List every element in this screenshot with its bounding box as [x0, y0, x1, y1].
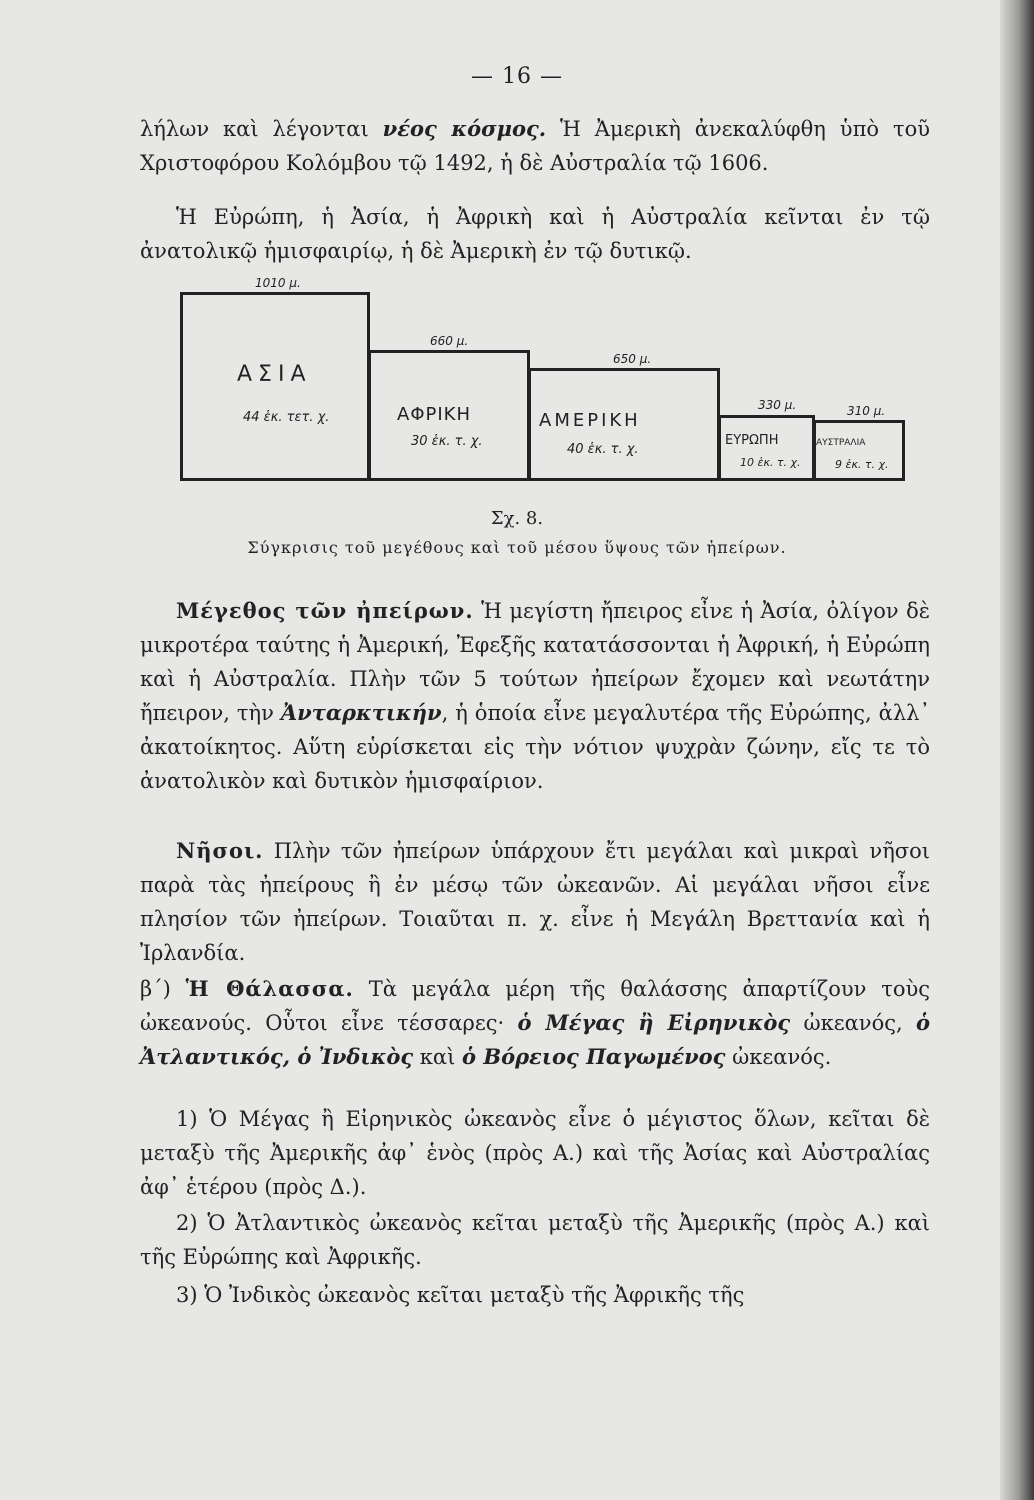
section-size-heading: Μέγεθος τῶν ἠπείρων.	[176, 598, 474, 623]
europe-area: 10 ἑκ. τ. χ.	[740, 456, 801, 469]
figure-caption: Σύγκρισις τοῦ μεγέθους καὶ τοῦ μέσου ὕψους τῶν ἠπείρων.	[247, 538, 787, 557]
ocean-item-2: 2) Ὁ Ἀτλαντικὸς ὠκεανὸς κεῖται μεταξὺ τῆς Ἀμερικῆς (πρὸς Α.) καὶ τῆς Εὐρώπης καὶ Ἀφρικῆς.	[140, 1211, 930, 1269]
section-sea-text-c: καὶ	[413, 1045, 463, 1069]
section-sea-emphasis-3: ὁ Βόρειος Παγωμένος	[462, 1044, 726, 1069]
page-edge-shadow	[1000, 0, 1034, 1500]
intro-paragraph-2: Ἡ Εὐρώπη, ἡ Ἀσία, ἡ Ἀφρικὴ καὶ ἡ Αὐστραλία κεῖνται ἐν τῷ ἀνατολικῷ ἡμισφαιρίῳ, ἡ δὲ Ἀμερικὴ ἐν τῷ δυτικῷ.	[140, 205, 930, 263]
intro-text-a: λήλων καὶ λέγονται	[140, 117, 383, 141]
section-sea-heading: Ἡ Θάλασσα.	[185, 976, 354, 1001]
america-area: 40 ἑκ. τ. χ.	[567, 442, 639, 457]
australia-area: 9 ἑκ. τ. χ.	[835, 458, 889, 471]
asia-area: 44 ἑκ. τετ. χ.	[243, 410, 330, 425]
australia-height-label: 310 μ.	[847, 404, 886, 418]
section-sea-paragraph	[140, 972, 930, 1074]
section-islands-paragraph	[140, 834, 930, 970]
section-sea-text-d: ὠκεανός.	[725, 1045, 832, 1069]
section-islands-heading: Νῆσοι.	[176, 838, 264, 863]
australia-name: ΑΥΣΤΡΑΛΙΑ	[816, 438, 866, 448]
europe-box	[718, 415, 815, 481]
ocean-item-3: 3) Ὁ Ἰνδικὸς ὠκεανὸς κεῖται μεταξὺ τῆς Ἀφρικῆς τῆς	[176, 1283, 745, 1307]
ocean-item-1: 1) Ὁ Μέγας ἢ Εἰρηνικὸς ὠκεανὸς εἶνε ὁ μέγιστος ὅλων, κεῖται δὲ μεταξὺ τῆς Ἀμερικῆς ἀφ᾽ ἑνὸς (πρὸς Α.) καὶ τῆς Ἀσίας καὶ Αὐστραλίας ἀφ᾽ ἑτέρου (πρὸς Δ.).	[140, 1107, 930, 1199]
section-sea-emphasis-2: ὁ Ἀτλαντικός, ὁ Ἰνδικὸς	[140, 1010, 931, 1069]
intro-text-b: Ἡ Ἀμερικὴ ἀνεκαλύφθη ὑπὸ τοῦ Χριστοφόρου Κολόμβου τῷ 1492, ἡ δὲ Αὐστραλία τῷ 1606.	[140, 117, 930, 175]
section-size-text-a: Ἡ μεγίστη ἤπειρος εἶνε ἡ Ἀσία, ὀλίγον δὲ μικροτέρα ταύτης ἡ Ἀμερική, Ἐφεξῆς κατατάσσονται ἡ Ἀφρική, ἡ Εὐρώπη καὶ ἡ Αὐστραλία. Πλὴν τῶν 5 τούτων ἠπείρων ἔχομεν καὶ νεωτάτην ἤπειρον, τὴν	[140, 599, 930, 725]
section-size-paragraph	[140, 594, 930, 798]
section-sea-text-a: Τὰ μεγάλα μέρη τῆς θαλάσσης ἀπαρτίζουν τοὺς ὠκεανούς. Οὗτοι εἶνε τέσσαρες·	[140, 977, 930, 1035]
section-islands-text: Πλὴν τῶν ἠπείρων ὑπάρχουν ἔτι μεγάλαι καὶ μικραὶ νῆσοι παρὰ τὰς ἠπείρους ἢ ἐν μέσῳ τῶν ὠκεανῶν. Αἱ μεγάλαι νῆσοι εἶνε πλησίον τῶν ἠπείρων. Τοιαῦται π. χ. εἶνε ἡ Μεγάλη Βρεττανία καὶ ἡ Ἰρλανδία.	[140, 839, 930, 965]
africa-area: 30 ἑκ. τ. χ.	[411, 434, 483, 449]
africa-height-label: 660 μ.	[430, 334, 469, 348]
europe-name: ΕΥΡΩΠΗ	[725, 433, 779, 448]
continent-comparison-figure	[175, 270, 935, 500]
australia-box	[813, 420, 905, 481]
intro-paragraph-1	[140, 112, 930, 180]
asia-height-label: 1010 μ.	[255, 276, 301, 290]
america-height-label: 650 μ.	[613, 352, 652, 366]
europe-height-label: 330 μ.	[758, 398, 797, 412]
figure-number: Σχ. 8.	[490, 508, 544, 529]
section-sea-emphasis-1: ὁ Μέγας ἢ Εἰρηνικὸς	[517, 1010, 791, 1035]
intro-emphasis: νέος κόσμος.	[382, 116, 547, 141]
section-size-emphasis: Ἀνταρκτικήν	[280, 700, 442, 725]
asia-name: ΑΣΙΑ	[237, 362, 312, 387]
section-sea-prefix: β΄)	[140, 977, 186, 1001]
section-sea-text-b: ὠκεανός,	[790, 1011, 916, 1035]
page-number: — 16 —	[471, 64, 563, 89]
africa-name: ΑΦΡΙΚΗ	[397, 404, 471, 425]
section-size-text-b: , ἡ ὁποία εἶνε μεγαλυτέρα τῆς Εὐρώπης, ἀλλ᾽ ἀκατοίκητος. Αὕτη εὑρίσκεται εἰς τὴν νότιον ψυχρὰν ζώνην, εἴς τε τὸ ἀνατολικὸν καὶ δυτικὸν ἡμισφαίριον.	[140, 701, 930, 793]
america-name: ΑΜΕΡΙΚΗ	[539, 410, 641, 431]
